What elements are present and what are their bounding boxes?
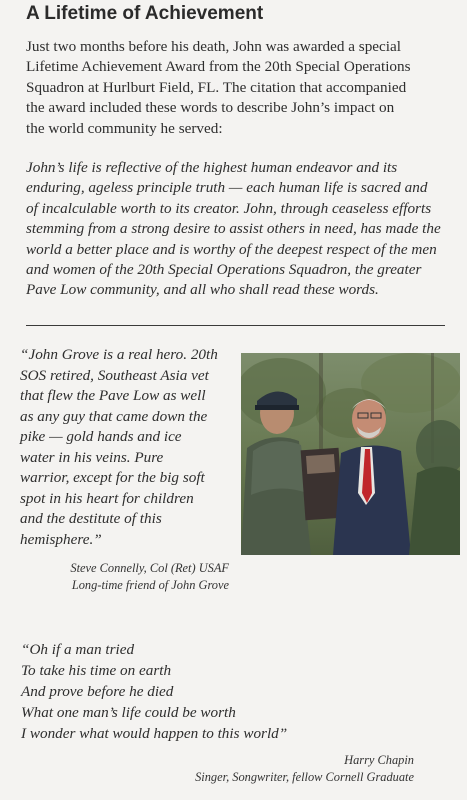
quote-line: What one man’s life could be worth (21, 704, 236, 721)
connelly-attribution (70, 560, 229, 594)
quote-line: “Oh if a man tried (21, 641, 135, 658)
intro-paragraph (26, 37, 452, 139)
section-heading: A Lifetime of Achievement (26, 3, 264, 24)
intro-line: Just two months before his death, John was awarded a special (26, 38, 401, 55)
intro-line: Lifetime Achievement Award from the 20th Special Operations (26, 58, 411, 76)
quote-line: water in his veins. Pure (20, 448, 164, 466)
connelly-quote (20, 345, 232, 550)
citation-line: Pave Low community, and all who shall read these words. (26, 281, 379, 299)
citation-line: enduring, ageless principle truth — each human life is sacred and (26, 179, 428, 197)
section-divider (26, 325, 445, 326)
citation-line: John’s life is reflective of the highest human endeavor and its (26, 159, 398, 176)
quote-line: hemisphere.” (20, 530, 102, 548)
chapin-quote (21, 639, 351, 744)
quote-line: as any guy that came down the (20, 407, 208, 425)
attribution-role: Singer, Songwriter, fellow Cornell Graduate (195, 770, 414, 784)
quote-line: And prove before he died (21, 683, 174, 700)
chapin-attribution (195, 752, 414, 786)
attribution-role: Long-time friend of John Grove (71, 578, 229, 592)
quote-line: warrior, except for the big soft (20, 469, 205, 486)
quote-line: SOS retired, Southeast Asia vet (20, 366, 209, 384)
quote-line: I wonder what would happen to this world” (21, 725, 288, 742)
attribution-name: Steve Connelly, Col (Ret) USAF (70, 561, 229, 575)
citation-line: stemming from a strong desire to assist others in need, has made the (26, 220, 441, 238)
quote-line: pike — gold hands and ice (20, 428, 182, 445)
attribution-name: Harry Chapin (344, 753, 414, 767)
award-citation (26, 158, 458, 301)
intro-line: the world community he served: (26, 119, 223, 137)
citation-line: and women of the 20th Special Operations Squadron, the greater (26, 261, 422, 279)
quote-line: spot in his heart for children (20, 489, 194, 507)
award-ceremony-photo (241, 353, 460, 555)
intro-line: the award included these words to describe John’s impact on (26, 99, 395, 117)
quote-line: “John Grove is a real hero. 20th (20, 346, 218, 363)
quote-line: that flew the Pave Low as well (20, 387, 206, 404)
citation-line: of incalculable worth to its creator. John, through ceaseless efforts (26, 199, 432, 217)
citation-line: world a better place and is worthy of the deepest respect of the men (26, 240, 437, 258)
quote-line: and the destitute of this (20, 510, 162, 527)
quote-line: To take his time on earth (21, 662, 172, 679)
intro-line: Squadron at Hurlburt Field, FL. The citation that accompanied (26, 78, 407, 96)
